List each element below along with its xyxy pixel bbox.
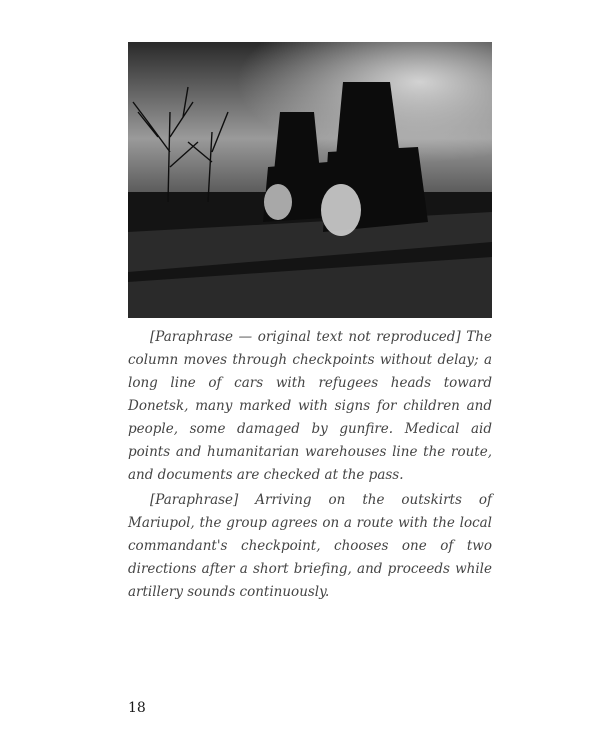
photo-illustration [128, 42, 492, 318]
body-text [128, 326, 492, 604]
tetrapod-left-top [274, 112, 320, 172]
page-number: 18 [128, 700, 146, 716]
photo [128, 42, 492, 318]
paragraph-summary-1: [Paraphrase — original text not reproduced] The column moves through checkpoints without delay; a long line of cars with refugees heads toward Donetsk, many marked with signs for children and people, some damaged by gunfire. Medical aid points and humanitarian warehouses line the route, and documents are checked at the pass. [128, 329, 492, 483]
tetrapod-right-top [336, 82, 400, 157]
paragraph-summary-2: [Paraphrase] Arriving on the outskirts of Mariupol, the group agrees on a route with the local commandant's checkpoint, chooses one of two directions after a short briefing, and proceeds while artillery sounds continuously. [128, 492, 492, 600]
